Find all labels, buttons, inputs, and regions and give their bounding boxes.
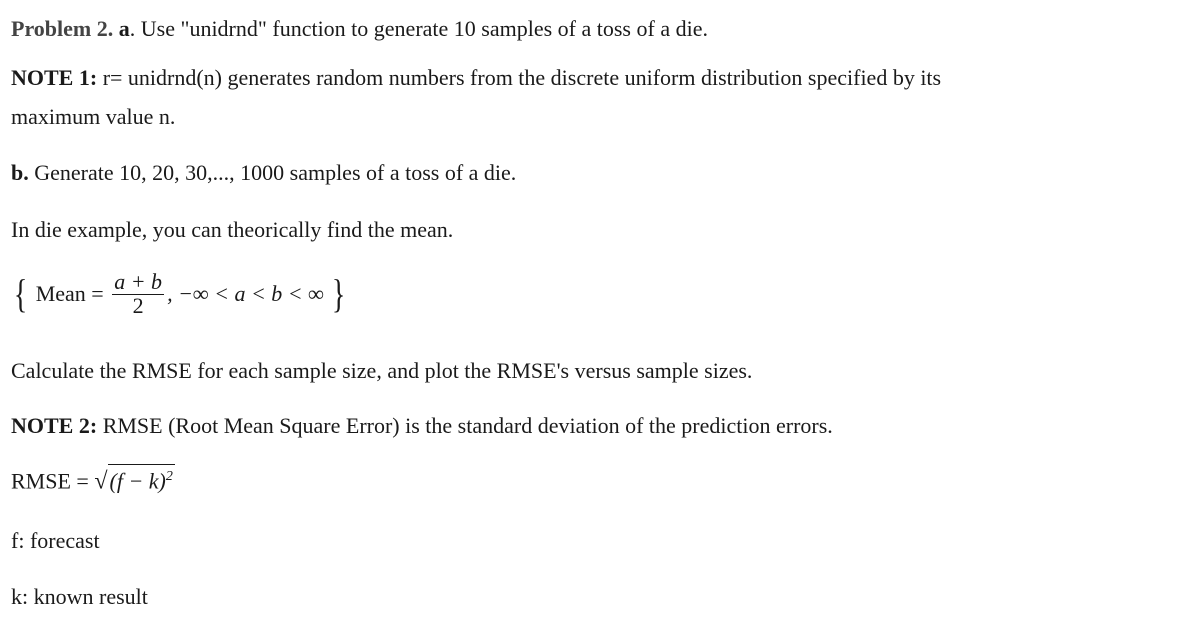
problem-heading xyxy=(11,15,708,43)
part-b-text: Generate 10, 20, 30,..., 1000 samples of a toss of a die. xyxy=(34,160,517,185)
mean-intro: In die example, you can theorically find the mean. xyxy=(11,217,454,242)
problem-title: Problem 2. xyxy=(11,16,114,41)
mean-formula xyxy=(11,262,349,324)
left-brace: { xyxy=(13,270,28,316)
radicand xyxy=(108,464,175,493)
note-2-label: NOTE 2: xyxy=(11,413,98,438)
radicand-body: (f − k) xyxy=(109,468,166,494)
mean-lhs: Mean = xyxy=(35,280,104,306)
fraction-denominator: 2 xyxy=(132,293,144,319)
calc-instruction: Calculate the RMSE for each sample size, and plot the RMSE's versus sample sizes. xyxy=(11,358,753,383)
note-1-label: NOTE 1: xyxy=(11,65,98,90)
right-brace: } xyxy=(332,270,346,316)
mean-fraction xyxy=(112,270,164,317)
radical-sign: √ xyxy=(94,468,108,495)
mean-condition: , −∞ < a < b < ∞ xyxy=(167,280,324,306)
fraction-numerator: a + b xyxy=(114,269,163,295)
note-1-text-2: maximum value n. xyxy=(11,104,176,129)
note-2-line xyxy=(11,412,833,440)
rmse-formula xyxy=(11,464,175,495)
part-b-line xyxy=(11,159,516,187)
part-a-text: . Use "unidrnd" function to generate 10 samples of a toss of a die. xyxy=(129,16,708,41)
def-f: f: forecast xyxy=(11,528,100,553)
note-2-text: RMSE (Root Mean Square Error) is the standard deviation of the prediction errors. xyxy=(102,413,833,438)
rmse-sqrt xyxy=(94,464,175,495)
note-1-line-1 xyxy=(11,64,941,92)
radicand-exponent: 2 xyxy=(165,469,173,484)
part-a-label: a xyxy=(118,16,130,41)
part-b-label: b. xyxy=(11,160,29,185)
def-k: k: known result xyxy=(11,584,148,609)
rmse-lhs: RMSE = xyxy=(11,468,89,494)
note-1-line-2 xyxy=(11,103,175,131)
note-1-text-1: r= unidrnd(n) generates random numbers from the discrete uniform distribution specified by its xyxy=(102,65,942,90)
